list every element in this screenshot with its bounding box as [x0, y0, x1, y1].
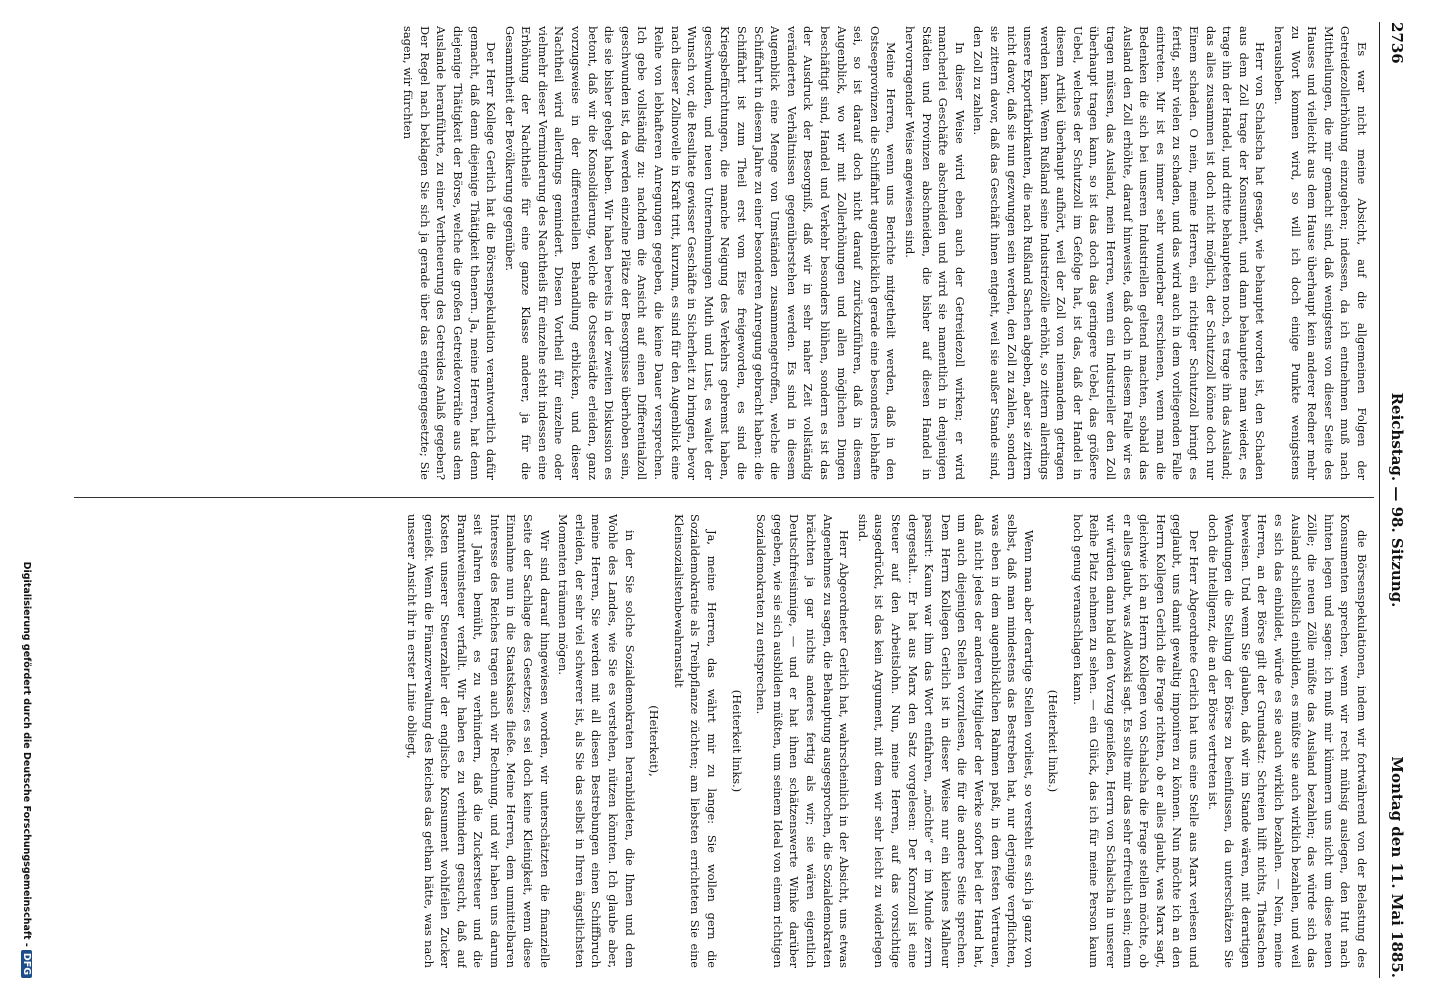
- interjection: (Heiterkeit links.): [729, 689, 744, 793]
- paragraph: Wir sind darauf hingewiesen worden, wir unterschätzten die finanzielle Seite der Sachlage des Gesetzes; es sei doch keine Kleinigkeit, wenn diese Einnahme nun in die Staatskasse fließe. Meine Herren, dem unmittelbaren Interesse des Reiches tragen auch wir Rechnung, und wir haben uns darum seit Jahren bemüht, es zu verhindern, daß die Zuckersteuer und die Branntweinsteuer verfallt. Wir haben es zu verhindern gesucht, daß auf Kosten unserer Steuerzahler der englische Konsument wohlfeilen Zucker genießt. Wenn die Finanzverwaltung des Reiches das gethan hätte, was nach unserer Ansicht ihr in erster Linie obliegt,: [404, 514, 552, 968]
- paragraph: Wenn man aber derartige Stellen vorliest, so versteht es sich ja ganz von selbst, daß man mindestens das Bestreben hat, nur derjenige verpflichten, was eben in dem augenblicklichen Rahmen paßt, in dem festen Vertrauen, daß nicht jedes der anderen Mitglieder der Werke sofort bei der Hand hat, um auch diejenigen Stellen vorzulesen, die für die andere Seite sprechen. Dem Herrn Kollegen Gerlich ist in dieser Weise nur ein kleines Malheur passirt: Kaum war ihm das Wort entfahren, „möchte“ er im Munde zerrn dergestalt... Er hat aus Marx den Satz vorgelesen: Der Kornzoll ist eine Steuer auf den Arbeitslohn. Nun, meine Herren, auf das vorsichtige ausgedrückt, ist das kein Argument, mit dem wir sehr leicht zu widerlegen sind.: [855, 514, 1036, 968]
- paragraph: Der Herr Abgeordnete Gerlich hat uns eine Stelle aus Marx verlesen und geglaubt, uns damit gewaltig imponiren zu können. Nun möchte ich an den Herrn Kollegen Gerlich die Frage richten, ob er alles glaubt, was Marx sagt, gleichwie ich an Herrn Kollegen von Schalscha die Frage stellen möchte, ob er alles glaubt, was Adlowski sagt. Es sollte mir das sehr erfreulich sein; denn wir würden dann bald den Vorzug genießen, Herrn von Schalscha in unserer Reihe Platz nehmen zu sehen. — ein Glück, das ich für meine Person kaum hoch genug veranschlagen kann.: [1070, 514, 1202, 968]
- paragraph: Meine Herren, wenn uns Berichte mitgetheilt werden, daß in den Ostseeprovinzen die Schiffahrt augenblicklich gerade eine besonders lebhafte sei, so ist darauf doch nicht darauf zurückzuführen, daß in diesem Augenblick, wo wir mit Zollerhöhungen und allen möglichen Dingen beschäftigt sind, Handel und Verkehr besonders blühen, sondern es ist das der Ausdruck der Besorgniß, daß wir in sehr naher Zeit vollständig veränderten Verhältnissen gegenüberstehen werden. Es sind in diesem Augenblick eine Menge von Umständen zusammengetroffen, welche die Schiffahrt in diesem Jahre zu einer besonderen Anregung gebracht haben: die Schiffahrt ist zum Theil erst vom Eise freigeworden, es sind die Kriegsbefürchtungen, die manche Neigung des Verkehrs gebremst haben, geschwunden, und neuen Unternehmungen Muth und Lust, es waltet der Wunsch vor, die Resultate gewisser Geschäfte in Sicherheit zu bringen, bevor nach dieser Zollnovelle in Kraft tritt, kurzum, es sind für den Augenblick eine Reihe von lebhafteren Anregungen gegeben, die keine Dauer versprechen. Ich gebe vollständig zu: nachdem die Ansicht auf einen Differentialzoll geschwunden ist, da werden einzelne Plätze der Besorgnisse überhoben sein, die sie bisher gehegt haben. Wir haben bereits in der zweiten Diskussion es betont, daß wir die Konsolidierung, welche die Ostseestädte erleiden, ganz vorzugsweise in der differentiellen Behandlung erblicken, und dieser Nachtheil wird allerdings gemindert. Diesen Vortheil für einzelne oder vielmehr dieser Verminderung des Nachtheils für einzelne steht indessen eine Erhöhung der Nachtheile für eine ganze Klasse anderer, ja für die Gesammtheit der Bevölkerung gegenüber.: [502, 26, 899, 480]
- digitization-credit: [21, 22, 32, 978]
- column-divider: [74, 497, 1374, 498]
- paragraph: Ja, meine Herren, das währt mir zu lange: Sie wollen gern die Sozialdemokratie als Treibpflanze züchten; am liebsten errichteten Sie eine Kleinsozialistenbewahranstalt: [671, 514, 720, 968]
- paragraph: Es war nicht meine Absicht, auf die allgemeinen Folgen der Getreidezollerhöhung einzugehen; indessen, da ich entnehmen muß nach Mittheilungen, die mir gemacht sind, daß wenigstens von dieser Seite des Hauses und vielleicht aus dem Hause überhaupt kein anderer Redner mehr zu Wort kommen wird, so will ich doch einige Punkte wenigstens herausheben.: [1272, 26, 1369, 480]
- paragraph: Herr Abgeordneter Gerlich hat, wahrscheinlich in der Absicht, uns etwas Angenehmes zu sagen, die Behauptung ausgesprochen, die Sozialdemokraten brächten ja gar nichts anderes fertig als wir; sie wären eigentlich Deutschfreisinnige, — und er hat ihnen schätzenswerte Winke darüber gegeben, wie sie sich ausbilden müßten, um seinem Ideal von einem richtigen Sozialdemokraten zu entsprechen.: [754, 514, 852, 968]
- credit-text: Digitalisierung gefördert durch die Deutsche Forschungsgemeinschaft -: [21, 561, 32, 947]
- right-column: [80, 514, 1370, 968]
- left-column: [80, 26, 1370, 480]
- header-rule: [1379, 22, 1380, 978]
- page-number: 2736: [1388, 22, 1406, 64]
- interjection: (Heiterkeit links.): [1046, 689, 1061, 793]
- paragraph: Herr von Schalscha hat gesagt, wie behauptet worden ist, den Schaden aus dem Zoll trage der Konsument, und dann behauptete man wieder, es trage ihn der Handel, und dritte behaupteten noch, es trage ihn das Ausland; das alles zusammen ist doch nicht möglich, der Schutzzoll könne doch nur Einem schaden. O nein, meine Herren, ein richtiger Schutzzoll bringt es fertig, sehr vielen zu schaden, und das wird auch in dem vorliegenden Falle eintreten. Mir ist es immer sehr wunderbar erschienen, wenn man die Bedenken die sich bei unseren Industriellen geltend machten, sobald das Ausland den Zoll erhöhte, darauf hinweiste, daß doch in diesem Falle wir es tragen müssen, das Ausland, mein Herren, wenn ein Industrieller den Zoll überhaupt tragen kann, so ist das doch das geringere Uebel, das größere Uebel, welches der Schutzzoll im Gefolge hat, ist das, daß der Handel in diesem Artikel überhaupt aufhört, weil der Zoll von niemandem getragen werden kann. Wenn Rußland seine Industriezölle erhöht, so zittern allerdings unsere Exportfabrikanten, die nach Rußland Sachen abgeben, aber sie zittern nicht davor, daß sie nun gezwungen sein werden, den Zoll zu zahlen, sondern sie zittern davor, daß das Geschäft ihnen entgeht, weil sie außer Stande sind, den Zoll zu zahlen.: [971, 26, 1268, 480]
- paragraph: die Börsenspekulationen, indem wir fortwährend von der Belastung des Konsumenten sprechen, wenn wir recht mühsig auslegen, den Hut nach hinten legen und sagen: ich muß mir kümmern uns nicht um diese neuen Zölle; die neuen Zölle müßte das Ausland bezahlen; das würde sich das Ausland schließlich einbilden, es müßte sie auch wirklich bezahlen, und weil es sich das einbildet, würde es sie auch wirklich bezahlen. — Nein, meine Herren, an der Börse gilt der Grundsatz: Schreien hilft nichts, Thatsachen beweisen. Und wenn Sie glauben, daß wir im Stande wären, mit derartigen Wendungen die Stellung der Börse zu beeinflussen, da unterschätzen Sie doch die Intelligenz, die an der Börse vertreten ist.: [1205, 514, 1369, 968]
- paragraph: In dieser Weise wird eben auch der Getreidezoll wirken; er wird mancherlei Geschäfte abschneiden und wird sie namentlich in denjenigen Städten und Provinzen abschneiden, die bisher auf diesen Handel in hervorragender Weise angewiesen sind.: [902, 26, 967, 480]
- paragraph: Der Herr Kollege Gerlich hat die Börsenspekulation verantwortlich dafür gemacht, daß denn diejenige Thätigkeit thenern. Ja, meine Herren, hat denn diejenige Thätigkeit der Börse, welche die großen Getreidevorräthe aus dem Auslande heranführte, zu einer Vertheuerung des Getreides Anlaß gegeben? Der Regel nach beklagen Sie sich ja gerade über das entgegengesetzte; Sie sagen, wir fürchten: [401, 26, 499, 480]
- paragraph: in der Sie solche Sozialdemokraten heranbildeten, die Ihnen und dem Wohle des Landes, wie Sie es verstehen, nützen könnten. Ich glaube aber, meine Herren, Sie werden mit all diesen Bestrebungen einen Schiffbruch erleiden, der sehr viel schwerer ist, als Sie das selbst in Ihren ängstlichsten Momenten träumen mögen.: [556, 514, 637, 968]
- interjection: (Heiterkeit),: [647, 705, 662, 777]
- page-header: [1378, 22, 1406, 978]
- session-date: Montag den 11. Mai 1885.: [1388, 756, 1406, 978]
- dfg-logo: DFG: [21, 950, 32, 978]
- session-title: Reichstag. — 98. Sitzung.: [1388, 392, 1406, 608]
